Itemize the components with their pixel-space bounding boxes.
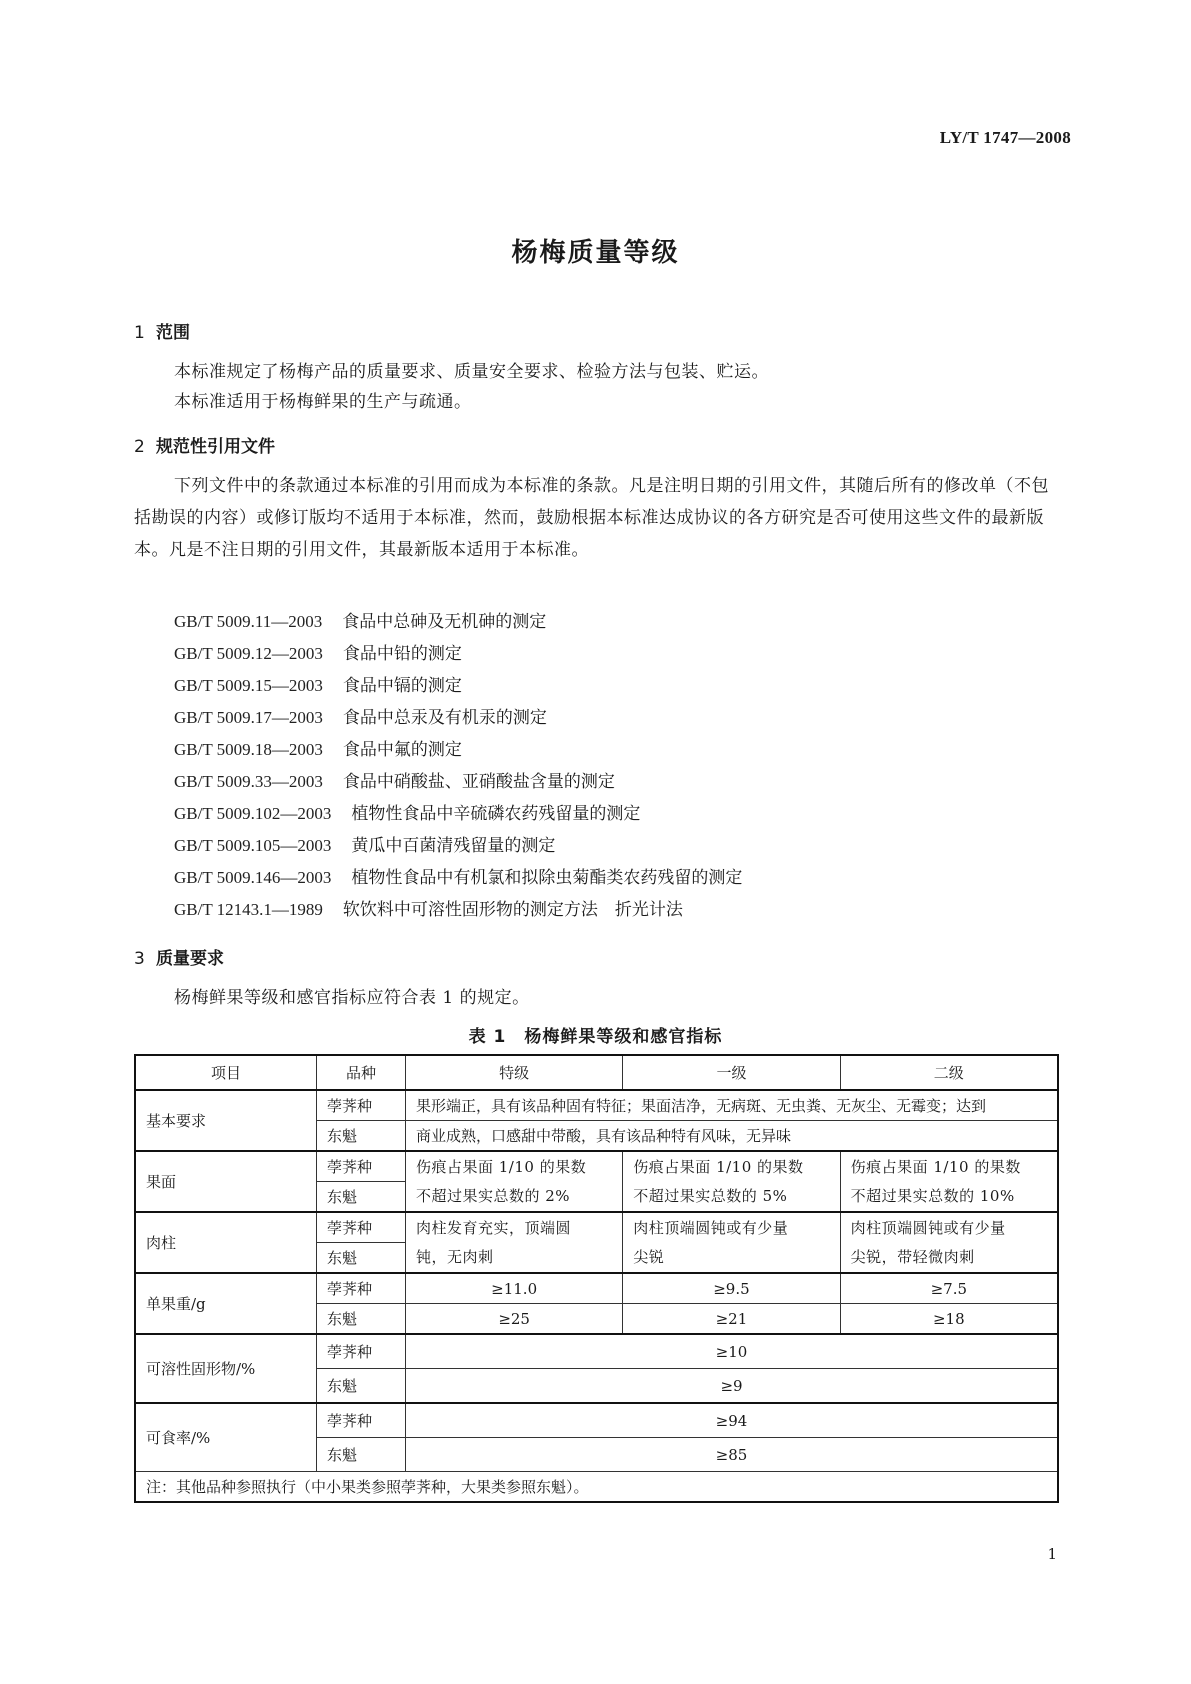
section-title: 质量要求: [156, 949, 224, 969]
item-cell: 基本要求: [135, 1090, 317, 1151]
value-cell: [840, 1212, 1058, 1273]
reference-list: [174, 606, 742, 926]
cell-line: 不超过果实总数的 5%: [633, 1186, 788, 1205]
paragraph: 本标准适用于杨梅鲜果的生产与疏通。: [174, 392, 472, 412]
reference-item: [174, 734, 742, 766]
variety-cell: 东魁: [317, 1243, 406, 1274]
cell-line: 不超过果实总数的 10%: [850, 1186, 1015, 1205]
reference-code: GB/T 5009.15—2003: [174, 676, 323, 695]
value-cell: ≥9.5: [623, 1273, 840, 1304]
reference-item: [174, 606, 742, 638]
section-number: 3: [134, 949, 145, 969]
header-second-grade: 二级: [840, 1055, 1058, 1090]
reference-code: GB/T 5009.12—2003: [174, 644, 323, 663]
reference-code: GB/T 5009.17—2003: [174, 708, 323, 727]
table-title: 表 1 杨梅鲜果等级和感官指标: [468, 1027, 723, 1047]
section-title: 规范性引用文件: [156, 437, 275, 457]
cell-line: 肉柱顶端圆钝或有少量: [850, 1218, 1006, 1237]
section-number: 1: [134, 323, 145, 343]
section-2-heading: [134, 432, 275, 457]
value-cell: ≥9: [406, 1369, 1059, 1404]
value-cell: ≥25: [406, 1304, 623, 1335]
value-cell: [406, 1212, 623, 1273]
value-cell: 果形端正，具有该品种固有特征；果面洁净，无病斑、无虫粪、无灰尘、无霉变；达到: [406, 1090, 1059, 1121]
cell-line: 伤痕占果面 1/10 的果数: [633, 1157, 804, 1176]
reference-name: 食品中氟的测定: [342, 740, 462, 760]
value-cell: ≥85: [406, 1438, 1059, 1472]
section-1-heading: [134, 318, 190, 343]
reference-name: 食品中总汞及有机汞的测定: [342, 708, 547, 728]
variety-cell: 荸荠种: [317, 1334, 406, 1369]
reference-item: [174, 798, 742, 830]
paragraph: 下列文件中的条款通过本标准的引用而成为本标准的条款。凡是注明日期的引用文件，其随后所有的修改单（不包括勘误的内容）或修订版均不适用于本标准，然而，鼓励根据本标准达成协议的各方研究是否可使用这些文件的最新版本。凡是不注日期的引用文件，其最新版本适用于本标准。: [134, 476, 1049, 560]
reference-item: [174, 894, 742, 926]
document-title: 杨梅质量等级: [511, 238, 680, 268]
reference-item: [174, 638, 742, 670]
reference-name: 食品中硝酸盐、亚硝酸盐含量的测定: [342, 772, 615, 792]
variety-cell: 荸荠种: [317, 1212, 406, 1243]
item-cell: 可食率/%: [135, 1403, 317, 1472]
cell-line: 尖锐: [633, 1247, 665, 1266]
section-3-heading: [134, 944, 224, 969]
reference-name: 软饮料中可溶性固形物的测定方法 折光计法: [342, 900, 683, 920]
table-row: [135, 1273, 1058, 1304]
reference-name: 植物性食品中辛硫磷农药残留量的测定: [351, 804, 641, 824]
variety-cell: 荸荠种: [317, 1273, 406, 1304]
value-cell: [406, 1151, 623, 1212]
standard-code: LY/T 1747—2008: [939, 128, 1071, 147]
value-cell: ≥21: [623, 1304, 840, 1335]
reference-code: GB/T 5009.102—2003: [174, 804, 332, 823]
value-cell: 商业成熟，口感甜中带酸，具有该品种特有风味，无异味: [406, 1121, 1059, 1152]
reference-code: GB/T 5009.11—2003: [174, 612, 323, 631]
table-row: [135, 1090, 1058, 1121]
reference-item: [174, 766, 742, 798]
reference-name: 食品中镉的测定: [342, 676, 462, 696]
item-cell: 肉柱: [135, 1212, 317, 1273]
reference-item: [174, 702, 742, 734]
item-cell: 可溶性固形物/%: [135, 1334, 317, 1403]
header-special-grade: 特级: [406, 1055, 623, 1090]
variety-cell: 东魁: [317, 1304, 406, 1335]
grade-table: [134, 1054, 1059, 1503]
value-cell: ≥10: [406, 1334, 1059, 1369]
table-row: [135, 1403, 1058, 1438]
value-cell: [840, 1151, 1058, 1212]
cell-line: 不超过果实总数的 2%: [416, 1186, 571, 1205]
item-cell: 果面: [135, 1151, 317, 1212]
reference-name: 食品中铅的测定: [342, 644, 462, 664]
cell-line: 伤痕占果面 1/10 的果数: [416, 1157, 587, 1176]
header-first-grade: 一级: [623, 1055, 840, 1090]
table-note-row: [135, 1472, 1058, 1503]
variety-cell: 东魁: [317, 1121, 406, 1152]
table-note: 注：其他品种参照执行（中小果类参照荸荠种，大果类参照东魁）。: [135, 1472, 1058, 1503]
value-cell: [623, 1151, 840, 1212]
reference-code: GB/T 5009.33—2003: [174, 772, 323, 791]
reference-code: GB/T 12143.1—1989: [174, 900, 323, 919]
value-cell: ≥18: [840, 1304, 1058, 1335]
value-cell: ≥94: [406, 1403, 1059, 1438]
reference-code: GB/T 5009.18—2003: [174, 740, 323, 759]
cell-line: 钝，无肉刺: [416, 1247, 494, 1266]
variety-cell: 东魁: [317, 1182, 406, 1213]
reference-name: 食品中总砷及无机砷的测定: [342, 612, 547, 632]
cell-line: 尖锐，带轻微肉刺: [850, 1247, 975, 1266]
section-number: 2: [134, 437, 145, 457]
reference-item: [174, 670, 742, 702]
variety-cell: 荸荠种: [317, 1090, 406, 1121]
page-number: 1: [1047, 1545, 1057, 1563]
cell-line: 伤痕占果面 1/10 的果数: [850, 1157, 1021, 1176]
item-cell: 单果重/g: [135, 1273, 317, 1334]
value-cell: ≥11.0: [406, 1273, 623, 1304]
value-cell: ≥7.5: [840, 1273, 1058, 1304]
reference-name: 植物性食品中有机氯和拟除虫菊酯类农药残留的测定: [351, 868, 743, 888]
variety-cell: 荸荠种: [317, 1151, 406, 1182]
variety-cell: 东魁: [317, 1438, 406, 1472]
paragraph: 杨梅鲜果等级和感官指标应符合表 1 的规定。: [174, 988, 530, 1008]
variety-cell: 荸荠种: [317, 1403, 406, 1438]
reference-code: GB/T 5009.146—2003: [174, 868, 332, 887]
cell-line: 肉柱发育充实，顶端圆: [416, 1218, 572, 1237]
table-row: [135, 1334, 1058, 1369]
table-row: [135, 1212, 1058, 1243]
header-item: 项目: [135, 1055, 317, 1090]
cell-line: 肉柱顶端圆钝或有少量: [633, 1218, 789, 1237]
variety-cell: 东魁: [317, 1369, 406, 1404]
reference-code: GB/T 5009.105—2003: [174, 836, 332, 855]
header-variety: 品种: [317, 1055, 406, 1090]
table-header-row: [135, 1055, 1058, 1090]
reference-item: [174, 830, 742, 862]
paragraph: 本标准规定了杨梅产品的质量要求、质量安全要求、检验方法与包装、贮运。: [174, 362, 769, 382]
reference-item: [174, 862, 742, 894]
value-cell: [623, 1212, 840, 1273]
reference-name: 黄瓜中百菌清残留量的测定: [351, 836, 556, 856]
table-row: [135, 1151, 1058, 1182]
section-title: 范围: [156, 323, 190, 343]
